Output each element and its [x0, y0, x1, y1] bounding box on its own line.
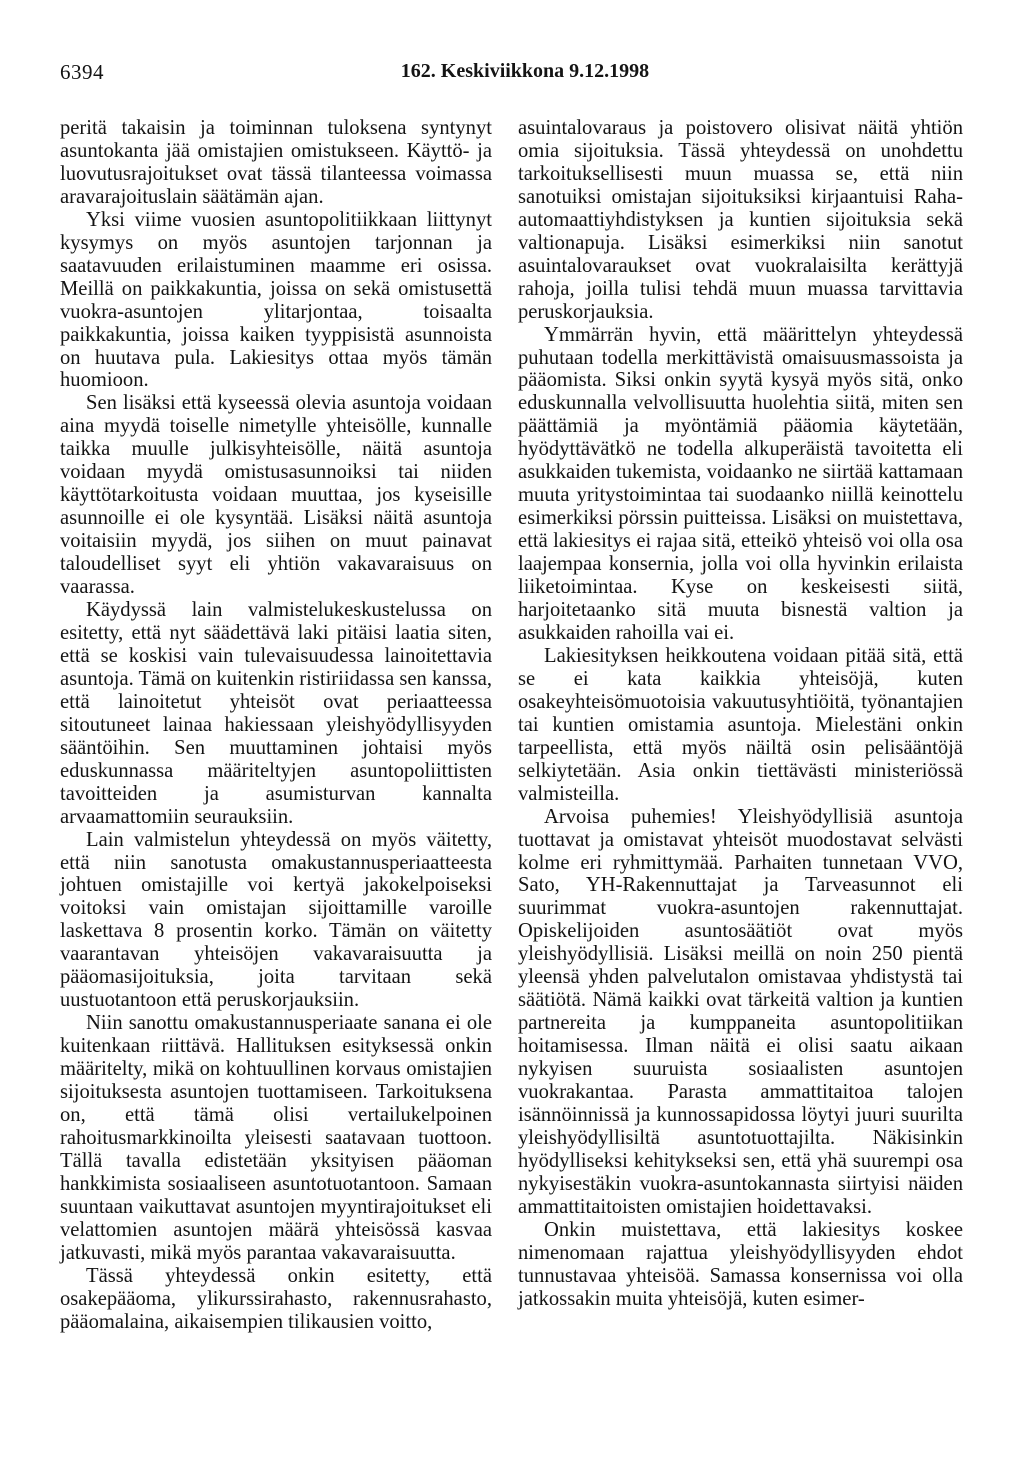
paragraph: asuintalovaraus ja poistovero olisivat näitä yhtiön omia sijoituksia. Tässä yhteydessä on unohdettu tarkoituksellisesti muun muassa se, että niin sanotuiksi omistajan sijoituksiksi kirjaantuisi Raha-automaattiyhdistyksen ja kuntien sijoituksia sekä valtionapuja. Lisäksi esimerkiksi niin sanotut asuintalovaraukset ovat vuokralaisilta kerättyjä rahoja, joilla tulisi tehdä muun muassa tarvittavia peruskorjauksia.: [518, 117, 963, 323]
paragraph: Ymmärrän hyvin, että määrittelyn yhteydessä puhutaan todella merkittävistä omaisuusmassoista ja pääomista. Siksi onkin syytä kysyä myös sitä, onko eduskunnalla velvollisuutta huolehtia siitä, miten sen päättämiä ja myöntämiä pääomia käytetään, hyödyttävätkö ne todella alkuperäistä tavoitetta eli asukkaiden tukemista, voidaanko ne siirtää kattamaan muuta yritystoimintaa tai suodaanko niillä keinottelu esimerkiksi pörssin puitteissa. Lisäksi on muistettava, että lakiesitys ei rajaa sitä, etteikö yhteisö voi olla osa laajempaa konsernia, jolla voi olla hyvinkin erilaista liiketoimintaa. Kyse on keskeisesti siitä, harjoitetaanko sitä muuta bisnestä valtion ja asukkaiden rahoilla vai ei.: [518, 323, 963, 644]
paragraph: Sen lisäksi että kyseessä olevia asuntoja voidaan aina myydä toiselle nimetylle yhteisölle, kunnalle taikka muulle julkisyhteisölle, näitä asuntoja voidaan myydä omistusasunnoiksi tai niiden käyttötarkoitusta voidaan muuttaa, jos kyseisille asunnoille ei ole kysyntää. Lisäksi näitä asuntoja voitaisiin myydä, jos siihen on muut painavat taloudelliset syyt eli yhtiön vakavaraisuus on vaarassa.: [60, 392, 492, 599]
paragraph: Niin sanottu omakustannusperiaate sanana ei ole kuitenkaan riittävä. Hallituksen esityksessä onkin määritelty, mikä on kohtuullinen korvaus omistajien sijoituksesta asuntojen tuottamiseen. Tarkoituksena on, että tämä olisi vertailukelpoinen rahoitusmarkkinoilta yleisesti saatavaan tuottoon. Tällä tavalla edistetään yksityisen pääoman hankkimista sosiaaliseen asuntotuotantoon. Samaan suuntaan vaikuttavat asuntojen myyntirajoitukset eli velattomien asuntojen määrä yhteisössä kasvaa jatkuvasti, mikä myös parantaa vakavaraisuutta.: [60, 1012, 492, 1264]
paragraph: Lain valmistelun yhteydessä on myös väitetty, että niin sanotusta omakustannusperiaatteesta johtuen omistajille voi kertyä jakokelpoiseksi voitoksi vain omistajan sijoittamille varoille laskettava 8 prosentin korko. Tämän on väitetty vaarantavan yhteisöjen vakavaraisuutta ja pääomasijoituksia, joita tarvitaan sekä uustuotantoon että peruskorjauksiin.: [60, 828, 492, 1012]
right-column: [518, 117, 963, 1311]
paragraph: Onkin muistettava, että lakiesitys koskee nimenomaan rajattua yleishyödyllisyyden ehdot tunnustavaa yhteisöä. Samassa konsernissa voi olla jatkossakin muita yhteisöjä, kuten esimer-: [518, 1218, 963, 1310]
paragraph: Arvoisa puhemies! Yleishyödyllisiä asuntoja tuottavat ja omistavat yhteisöt muodostavat selvästi kolme eri ryhmittymää. Parhaiten tunnetaan VVO, Sato, YH-Rakennuttajat ja Tarveasunnot eli suurimmat vuokra-asuntojen rakennuttajat. Opiskelijoiden asuntosäätiöt ovat myös yleishyödyllisiä. Lisäksi meillä on noin 250 pientä yleensä yhden palvelutalon omistavaa yhdistystä tai säätiötä. Nämä kaikki ovat tärkeitä valtion ja kuntien partnereita ja kumppaneita asuntopolitiikan hoitamisessa. Ilman näitä ei olisi saatu aikaan nykyisen suuruista sosiaalisten asuntojen vuokrakantaa. Parasta ammattitaitoa talojen isännöinnissä ja kunnossapidossa löytyi juuri suurilta yleishyödyllisiltä asuntotuottajilta. Näkisinkin hyödylliseksi kehitykseksi sen, että yhä suurempi osa nykyisestäkin vuokra-asuntokannasta siirtyisi näiden ammattitaitoisten omistajien hoidettavaksi.: [518, 805, 963, 1218]
paragraph: Tässä yhteydessä onkin esitetty, että osakepääoma, ylikurssirahasto, rakennusrahasto, pääomalaina, aikaisempien tilikausien voitto,: [60, 1264, 492, 1333]
left-column: [60, 117, 492, 1334]
paragraph: Käydyssä lain valmistelukeskustelussa on esitetty, että nyt säädettävä laki pitäisi laatia siten, että se koskisi vain tulevaisuudessa lainoitettavia asuntoja. Tämä on kuitenkin ristiriidassa sen kanssa, että lainoitetut yhteisöt ovat periaatteessa sitoutuneet lainaa hakiessaan yleishyödyllisyyden sääntöihin. Sen muuttaminen johtaisi myös eduskunnassa määriteltyjen asuntopoliittisten tavoitteiden ja asumisturvan kannalta arvaamattomiin seurauksiin.: [60, 599, 493, 828]
paragraph: peritä takaisin ja toiminnan tuloksena syntynyt asuntokanta jää omistajien omistukseen. Käyttö- ja luovutusrajoitukset ovat tässä tilanteessa voimassa aravarajoituslain säätämän ajan.: [60, 117, 492, 208]
page-number: 6394: [60, 60, 104, 84]
running-head: 162. Keskiviikkona 9.12.1998: [400, 60, 650, 82]
paragraph: Yksi viime vuosien asuntopolitiikkaan liittynyt kysymys on myös asuntojen tarjonnan ja saatavuuden erilaistuminen maamme eri osissa. Meillä on paikkakuntia, joissa on sekä omistusettä vuokra-asuntojen ylitarjontaa, toisaalta paikkakuntia, joissa kaiken tyyppisistä asunnoista on huutava pula. Lakiesitys ottaa myös tämän huomioon.: [60, 208, 492, 392]
paragraph: Lakiesityksen heikkoutena voidaan pitää sitä, että se ei kata kaikkia yhteisöjä, kuten osakeyhteisömuotoisia vakuutusyhtiöitä, työnantajien tai kuntien omistamia asuntoja. Mielestäni onkin tarpeellista, että myös näiltä osin pelisääntöjä selkiytetään. Asia onkin tiettävästi ministeriössä valmisteilla.: [518, 644, 963, 805]
